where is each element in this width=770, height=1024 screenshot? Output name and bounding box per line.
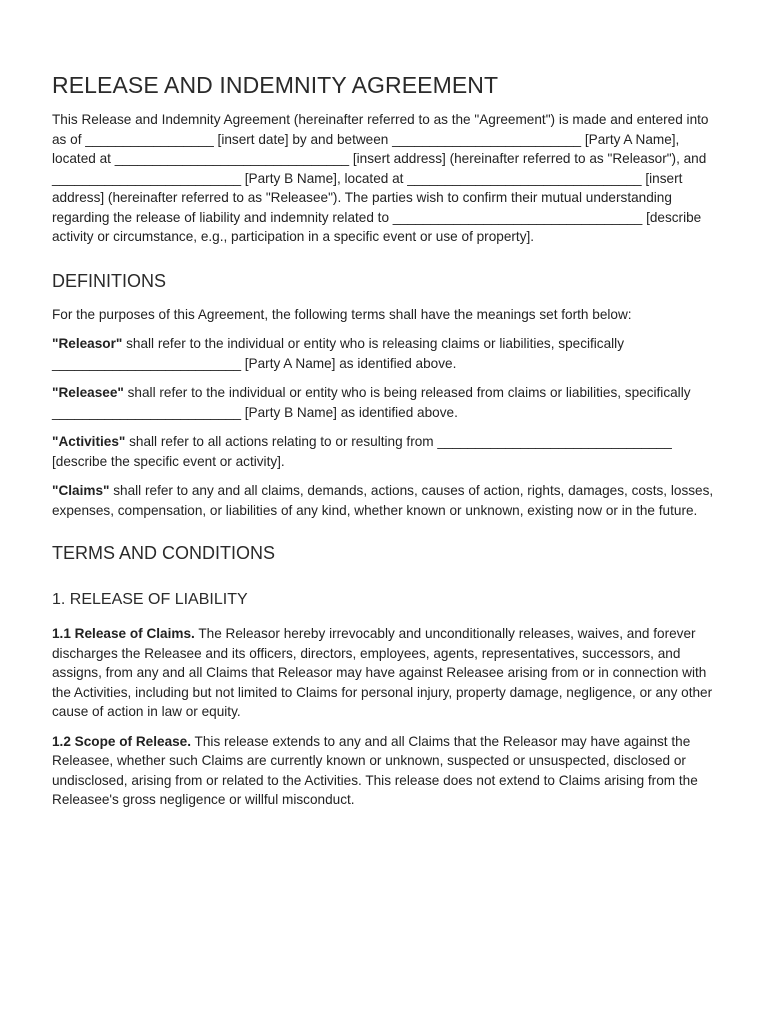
intro-paragraph: This Release and Indemnity Agreement (hereinafter referred to as the "Agreement") is made and entered into as of _________________ [insert date] by and between _________________________ [Party A Name], located at _______________________________ [insert address] (hereinafter referred to as "Releasor"), and _________________________ [Party B Name], located at _______________________________ [insert address] (hereinafter referred to as "Releasee"). The parties wish to confirm their mutual understanding regarding the release of liability and indemnity related to _________________________________ [describe activity or circumstance, e.g., participation in a specific event or use of property].	[52, 112, 709, 244]
clause-label: 1.1 Release of Claims.	[52, 626, 195, 641]
clause-label: 1.2 Scope of Release.	[52, 733, 192, 749]
clause-scope-of-release	[52, 732, 720, 810]
document-title: RELEASE AND INDEMNITY AGREEMENT	[52, 72, 499, 98]
clause-text: The Releasor hereby irrevocably and unconditionally releases, waives, and forever discharges the Releasee and its officers, directors, employees, agents, representatives, successors, and assigns, from any and all Claims that Releasor may have against Releasee arising from or in connection with the Activities, including but not limited to Claims for personal injury, property damage, negligence, or any other cause of action in law or equity.	[52, 626, 713, 719]
definitions-heading: DEFINITIONS	[52, 270, 167, 291]
definition-term: "Releasor"	[52, 336, 123, 351]
document-page	[52, 70, 720, 810]
definition-text: shall refer to the individual or entity who is releasing claims or liabilities, specifically _________________________ [Party A Name] as identified above.	[52, 336, 625, 371]
definition-term: "Claims"	[52, 483, 110, 498]
terms-heading: TERMS AND CONDITIONS	[52, 543, 276, 563]
clause-text: This release extends to any and all Claims that the Releasor may have against the Releasee, whether such Claims are currently known or unknown, suspected or unsuspected, disclosed or undisclosed, arising from or related to the Activities. This release does not extend to Claims arising from the Releasee's gross negligence or willful misconduct.	[52, 733, 698, 807]
definition-activities	[52, 432, 720, 471]
definition-releasee	[52, 383, 720, 422]
definition-text: shall refer to all actions relating to or resulting from _______________________________ [describe the specific event or activity].	[52, 434, 672, 469]
definition-text: shall refer to any and all claims, demands, actions, causes of action, rights, damages, costs, losses, expenses, compensation, or liabilities of any kind, whether known or unknown, existing now or in the future.	[52, 483, 714, 518]
definition-term: "Activities"	[52, 434, 126, 449]
definitions-intro: For the purposes of this Agreement, the following terms shall have the meanings set forth below:	[52, 306, 632, 322]
definition-claims	[52, 481, 720, 520]
definition-term: "Releasee"	[52, 385, 124, 400]
clause-release-of-claims	[52, 624, 720, 722]
release-of-liability-heading: 1. RELEASE OF LIABILITY	[52, 591, 248, 608]
definition-text: shall refer to the individual or entity who is being released from claims or liabilities, specifically _________________________ [Party B Name] as identified above.	[52, 385, 691, 420]
definition-releasor	[52, 334, 720, 373]
